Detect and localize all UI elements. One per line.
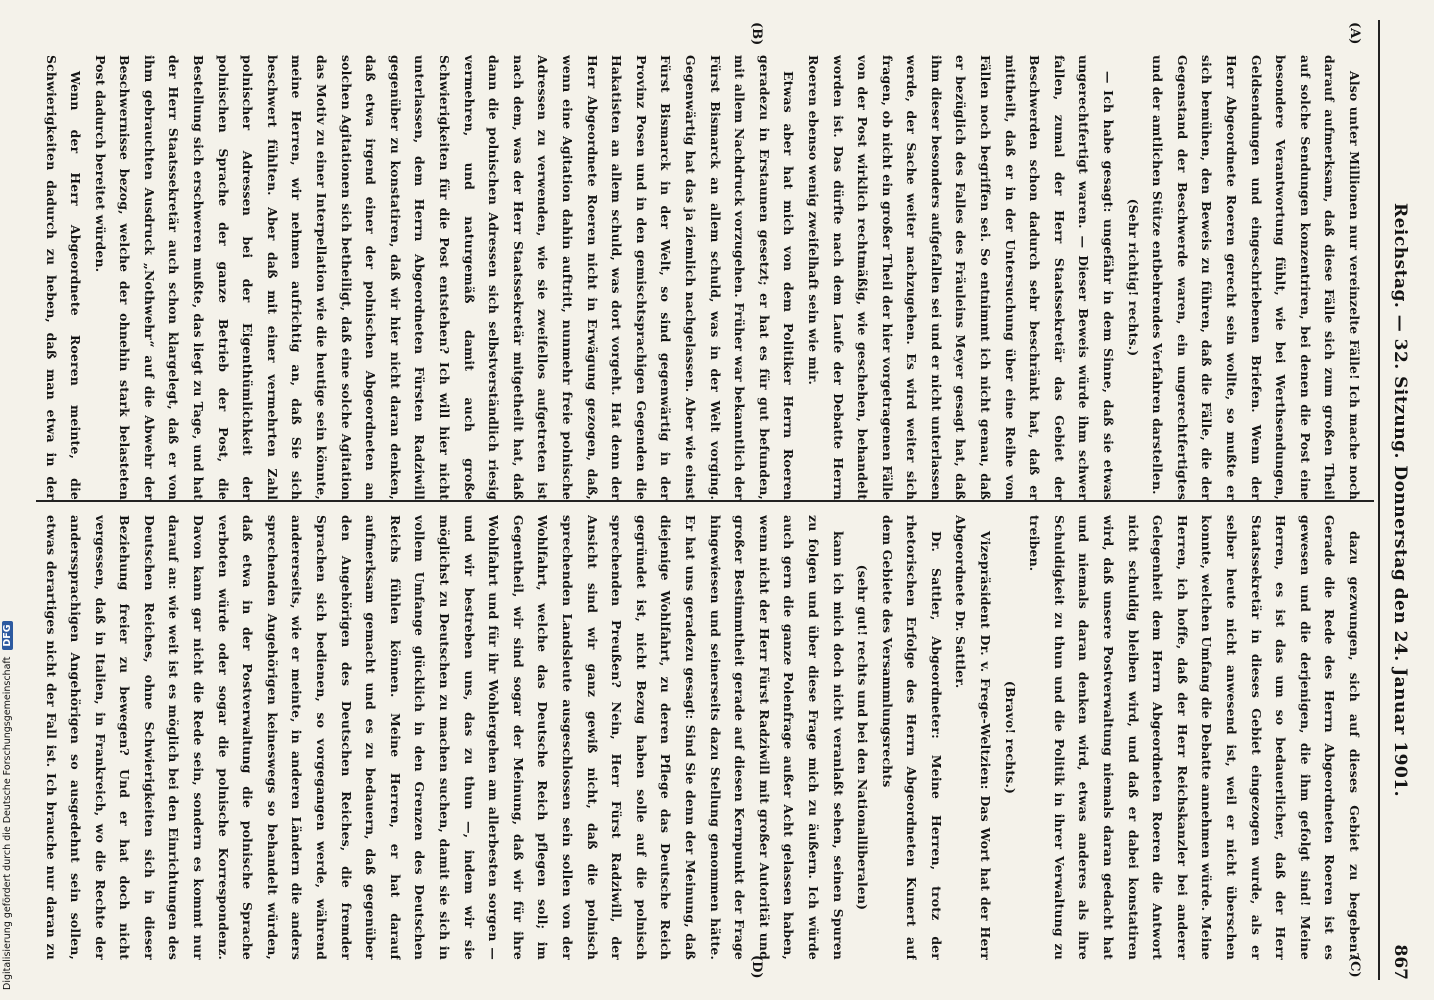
left-column [40,55,1366,500]
header-title: Reichstag. — 32. Sitzung. Donnerstag den 24. Januar 1901. [1390,202,1410,798]
margin-marker-a: (A) [1347,22,1362,45]
paragraph: Vizepräsident Dr. v. Frege-Weltzien: Das Wort hat der Herr Abgeordnete Dr. Sattler. [953,515,994,960]
paragraph: Etwas aber hat mich von dem Politiker Herrn Roeren geradezu in Erstaunen gesetzt; er hat es für gut befunden, mit allem Nachdruck vorzugehen. Früher war bekanntlich der Fürst Bismarck an allem schuld, was in der Welt vorging. Gegenwärtig hat das ja ziemlich nachgelassen. Aber wie einst Fürst Bismarck in der Welt, so sind gegenwärtig in der Provinz Posen und in den gemischtsprachigen Gegenden die Hakatisten an allem schuld, was dort vorgeht. Hat denn der Herr Abgeordnete Roeren nicht in Erwägung gezogen, daß, wenn eine Agitation dahin auftritt, nunmehr freie polnische Adressen zu verwenden, wie sie zweifellos aufgetreten ist nach dem, was der Herr Staatssekretär mitgetheilt hat, daß dann die polnischen Adressen sich selbstverständlich riesig vermehren, und naturgemäß damit auch große Schwierigkeiten für die Post entstehen? Ich will hier nicht unterlassen, dem Herrn Abgeordneten Fürsten Radziwill gegenüber zu konstatiren, daß wir hier nicht daran denken, daß etwa irgend einer der polnischen Abgeordneten an solchen Agitationen sich betheiligt, daß eine solche Agitation das Motiv zu einer Interpellation wie die heutige sein könnte, meine Herren, wir nehmen aufrichtig an, daß Sie sich beschwert fühlten. Aber daß mit einer vermehrten Zahl polnischer Adressen bei der Eigenthümlichkeit der polnischen Sprache der ganze Betrieb der Post, die Bestellung sich erschweren mußte, das liegt zu Tage, und hat der Herr Staatssekretär auch schon klargelegt, daß er von ihm gebrauchten Ausdruck „Nothwehr“ auf die Abwehr der Beschwernisse bezog, welche der ohnehin stark belasteten Post dadurch bereitet würden. [92,55,797,500]
margin-marker-b: (B) [749,22,764,46]
paragraph: dazu gezwungen, sich auf dieses Gebiet zu begeben? Gerade die Rede des Herrn Abgeordneten Roeren ist es gewesen und die derjenigen, die ihm gefolgt sind! Meine Herren, es ist das um so bedauerlicher, daß der Herr Staatssekretär in dieses Gebiet eingezogen wurde, als er selber heute nicht anwesend ist, weil er nicht überschen konnte, welchen Umfang die Debatte annehmen würde. Meine Herren, ich hoffe, daß der Herr Reichskanzler bei anderer Gelegenheit dem Herrn Abgeordneten Roeren die Antwort nicht schuldig bleiben wird, und daß er dabei konstatiren wird, daß unsere Postverwaltung niemals daran gedacht hat und niemals daran denken wird, etwas anderes als ihre Schuldigkeit zu thun und die Politik in ihrer Verwaltung zu treiben. [1027,515,1362,960]
dfg-logo: DFG [2,621,13,649]
paragraph: kann ich mich doch nicht veranlaßt sehen, seinen Spuren zu folgen und über diese Frage mich zu äußern. Ich würde auch gern die ganze Polenfrage außer Acht gelassen haben, wenn nicht der Herr Fürst Radziwill mit großer Autorität und großer Bestimmtheit gerade auf diesen Kernpunkt der Frage hingewiesen und seinerseits dazu Stellung genommen hätte. Er hat uns geradezu gesagt: Sind Sie denn der Meinung, daß diejenige Wohlfahrt, zu deren Pflege das Deutsche Reich gegründet ist, nicht Bezug haben solle auf die polnisch sprechenden Preußen? Nein, Herr Fürst Radziwill, der Ansicht sind wir ganz gewiß nicht, daß die polnisch sprechenden Landsleute ausgeschlossen sein sollen von der Wohlfahrt, welche das Deutsche Reich pflegen soll; im Gegentheil, wir sind sogar der Meinung, daß wir für ihre Wohlfahrt und für ihr Wohlergehen am allerbesten sorgen — und wir bestreben uns, das zu thun —, indem wir sie möglichst zu Deutschen zu machen suchen, damit sie sich in vollem Umfange glücklich in den Grenzen des Deutschen Reichs fühlen können. Meine Herren, er hat darauf aufmerksam gemacht und es zu bedauern, daß gegenüber den Angehörigen des Deutschen Reiches, die fremder Sprachen sich bedienen, so vorgegangen werde, während andererseits, wie er meinte, in anderen Ländern die anders sprechenden Angehörigen keineswegs so behandelt würden, daß etwa in der Postverwaltung die polnische Sprache verboten würde oder sogar die polnische Korrespondenz. Davon kann gar nicht die Rede sein, sondern es kommt nur darauf an: wie weit ist es möglich bei den Einrichtungen des Deutschen Reiches, ohne Schwierigkeiten sich in dieser Beziehung freier zu bewegen? Und er hat doch nicht vergessen, daß in Italien, in Frankreich, wo die Rechte der anderssprachigen Angehörigen so ausgedehnt sein sollen, etwas derartiges nicht der Fall ist. Ich brauche nur daran zu [43,515,846,960]
right-column [40,515,1366,960]
paragraph: Dr. Sattler, Abgeordneter: Meine Herren, trotz der rhetorischen Erfolge des Herrn Abgeordneten Kunert auf dem Gebiete des Versammlungsrechts [879,515,944,960]
paragraph: Wenn der Herr Abgeordnete Roeren meinte, die Schwierigkeiten dadurch zu heben, daß man etwa in der [43,55,84,500]
digitization-credit [2,0,18,990]
column-divider [36,500,1374,502]
page-header [1378,20,1414,980]
interjection: (Sehr richtig! rechts.) [1125,198,1141,357]
interjection: (Bravo! rechts.) [1002,680,1018,795]
paragraph: — Ich habe gesagt: ungefähr in dem Sinne, daß sie etwas ungerechtfertigt waren. — Dieser Beweis würde ihm schwer fallen, zumal der Herr Staatssekretär das Gebiet der Beschwerden schon dadurch sehr beschränkt hat, daß er mittheilt, daß er in der Untersuchung über eine Reihe von Fällen noch begriffen sei. So entnimmt ich nicht genau, daß er bezüglich des Falles des Fräuleins Meyer gesagt hat, daß ihm dieser besonders aufgefallen sei und er nicht unterlassen werde, der Sache weiter nachzugehen. Es wird weiter sich fragen, ob nicht ein großer Theil der hier vorgetragenen Fälle von der Post wirklich rechtmäßig, wie geschehen, behandelt worden ist. Das dürfte nach dem Laufe der Debatte Herrn Roeren ebenso wenig zweifelhaft sein wie mir. [805,55,1117,500]
paragraph: Also unter Millionen nur vereinzelte Fälle! Ich mache noch darauf aufmerksam, daß diese Fälle sich zum großen Theil auf solche Sendungen konzentriren, bei denen die Post eine besondere Verantwortung fühlt, wie bei Werthsendungen, Geldsendungen und eingeschriebenen Briefen. Wenn der Herr Abgeordnete Roeren gerecht sein wollte, so mußte er sich bemühen, den Beweis zu führen, daß die Fälle, die der Gegenstand der Beschwerde waren, ein ungerechtfertigtes und der amtlichen Stütze entbehrendes Verfahren darstellen. [1150,55,1362,500]
credit-text: Digitalisierung gefördert durch die Deutsche Forschungsgemeinschaft [2,656,13,990]
page-number: 867 [1390,944,1410,980]
interjection: (sehr gut! rechts und bei den Nationalliberalen) [855,564,871,911]
margin-marker-d: (D) [749,955,764,979]
margin-marker-c: (C) [1347,955,1362,978]
